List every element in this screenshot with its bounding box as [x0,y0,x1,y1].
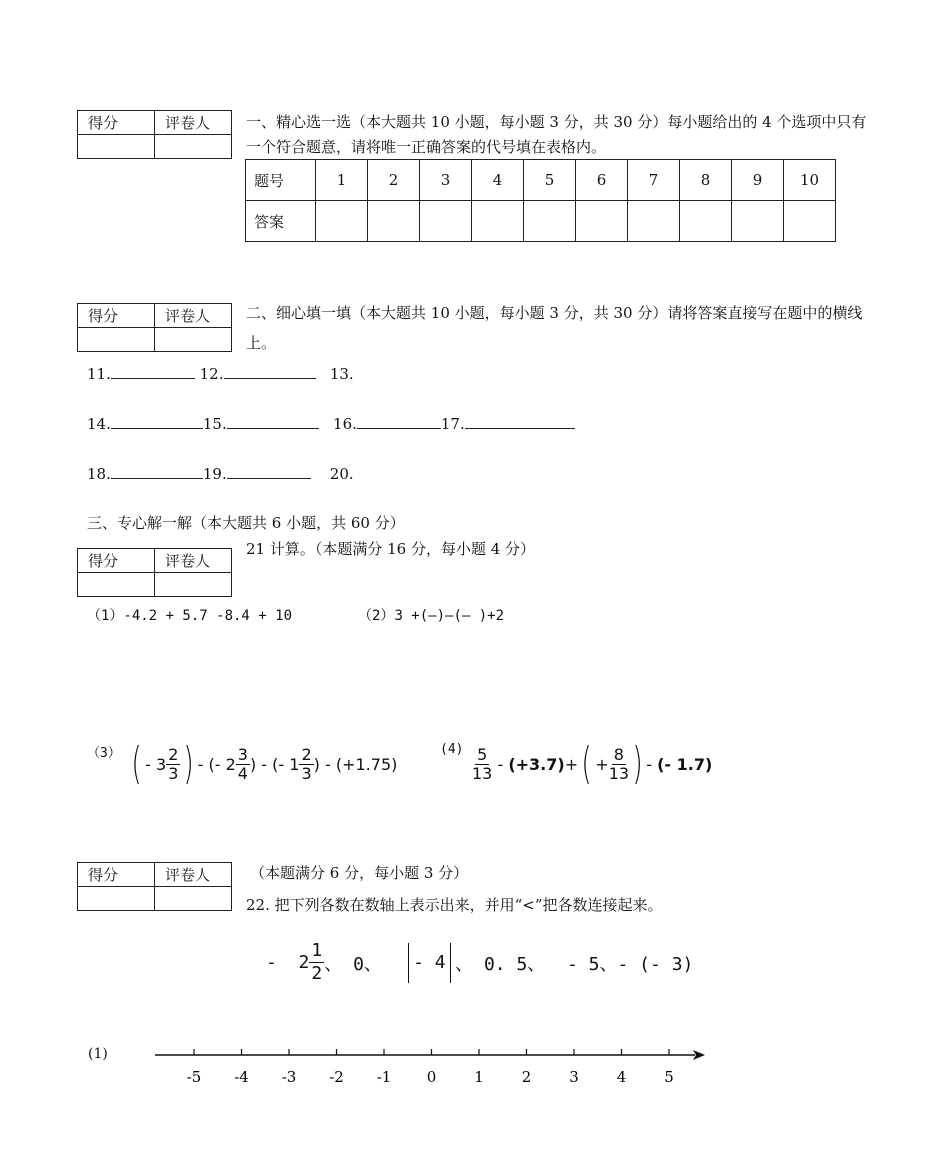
score-label: 得分 [78,549,155,573]
answer-blank-19[interactable] [227,464,311,479]
score-table-2 [77,303,232,352]
answer-cell[interactable] [628,201,680,242]
q22-title: （本题满分 6 分，每小题 3 分） [250,864,469,882]
question-number: 4 [472,160,524,201]
q21-part3-label: （3） [87,746,121,761]
answer-label: 答案 [246,201,316,242]
score-label: 得分 [78,304,155,328]
tick-label: -4 [234,1068,249,1086]
tick-label: 3 [569,1068,579,1086]
grader-cell[interactable] [155,573,232,597]
score-cell[interactable] [78,135,155,159]
answer-cell[interactable] [524,201,576,242]
answer-blank-17[interactable] [465,414,575,429]
number-line [150,1040,710,1090]
q21-part4-expression: $\frac{5}{13}$ - (+3.7) + ( + $\frac{8}{13}$ ) - (- 1.7) [472,738,713,789]
fraction: $\frac{1}{2}$ [311,940,323,984]
question-number: 7 [628,160,680,201]
fill-row-1: 11. 12. 13. [87,365,354,383]
score-label: 得分 [78,863,155,887]
question-number: 10 [784,160,836,201]
grader-cell[interactable] [155,135,232,159]
answer-cell[interactable] [732,201,784,242]
answer-blank-16[interactable] [357,414,441,429]
tick-label: -5 [186,1068,202,1086]
fraction: $\frac{5}{13}$ [472,744,493,783]
tick-label: 2 [521,1068,532,1086]
section1-heading: 一、精心选一选（本大题共 10 小题，每小题 3 分，共 30 分）每小题给出的 4 个选项中只有 一个符合题意，请将唯一正确答案的代号填在表格内。 [246,113,867,156]
answer-blank-11[interactable] [111,364,195,379]
answer-cell[interactable] [368,201,420,242]
q21-part4-label: (4) [440,742,464,757]
question-number: 3 [420,160,472,201]
tick-label: 5 [664,1068,674,1086]
question-number-label: 题号 [246,160,316,201]
question-number: 1 [316,160,368,201]
answer-cell[interactable] [784,201,836,242]
question-number: 5 [524,160,576,201]
section2-heading: 二、细心填一填（本大题共 10 小题，每小题 3 分，共 30 分）请将答案直接写在题中的横线 上。 [246,304,863,352]
fraction: $\frac{3}{4}$ [237,744,248,783]
fill-row-3: 18. 19. 20. [87,465,354,483]
answer-blank-14[interactable] [111,414,203,429]
grader-label: 评卷人 [155,111,232,135]
tick-label: -1 [376,1068,392,1086]
question-number: 9 [732,160,784,201]
q21-title: 21 计算。（本题满分 16 分，每小题 4 分） [246,540,536,558]
question-number: 2 [368,160,420,201]
tick-label: 0 [426,1068,437,1086]
answer-cell[interactable] [316,201,368,242]
q21-part3-expression: ( - 3 $\frac{2}{3}$ ) - (- 2 $\frac{3}{4}$ ) - (- 1 $\frac{2}{3}$ ) - (+1.75) [131,738,398,789]
score-cell[interactable] [78,573,155,597]
grader-cell[interactable] [155,887,232,911]
score-label: 得分 [78,111,155,135]
question-number: 8 [680,160,732,201]
tick-label: 4 [616,1068,627,1086]
answer-cell[interactable] [472,201,524,242]
grader-label: 评卷人 [155,549,232,573]
q21-part2: （2）3 +(—)—(— )+2 [358,608,505,624]
tick-label: -3 [281,1068,297,1086]
answer-cell[interactable] [420,201,472,242]
answer-blank-12[interactable] [224,364,316,379]
q21-part1: （1）-4.2 + 5.7 -8.4 + 10 [87,608,293,624]
answer-blank-15[interactable] [227,414,319,429]
grader-label: 评卷人 [155,304,232,328]
fraction: $\frac{8}{13}$ [608,744,630,783]
score-table-3 [77,548,232,597]
answer-cell[interactable] [680,201,732,242]
section3-heading: 三、专心解一解（本大题共 6 小题，共 60 分） [87,514,405,532]
fraction: $\frac{2}{3}$ [301,744,312,783]
fill-row-2: 14. 15. 16. 17. [87,414,575,433]
fraction: $\frac{2}{3}$ [168,744,179,783]
answer-blank-18[interactable] [111,464,203,479]
score-cell[interactable] [78,328,155,352]
score-table-1 [77,110,232,159]
q22-numbers: - 2 $\frac{1}{2}$ 、 0、 - 4 、 0. 5、 - 5、- (- 3) [266,940,694,984]
q22-instruction: 22. 把下列各数在数轴上表示出来，并用“<”把各数连接起来。 [246,896,663,914]
tick-label: -2 [329,1068,344,1086]
score-cell[interactable] [78,887,155,911]
grader-cell[interactable] [155,328,232,352]
answer-cell[interactable] [576,201,628,242]
tick-label: 1 [474,1068,484,1086]
answer-table [245,159,836,242]
number-line-label: (1) [88,1046,108,1062]
score-table-4 [77,862,232,911]
question-number: 6 [576,160,628,201]
grader-label: 评卷人 [155,863,232,887]
